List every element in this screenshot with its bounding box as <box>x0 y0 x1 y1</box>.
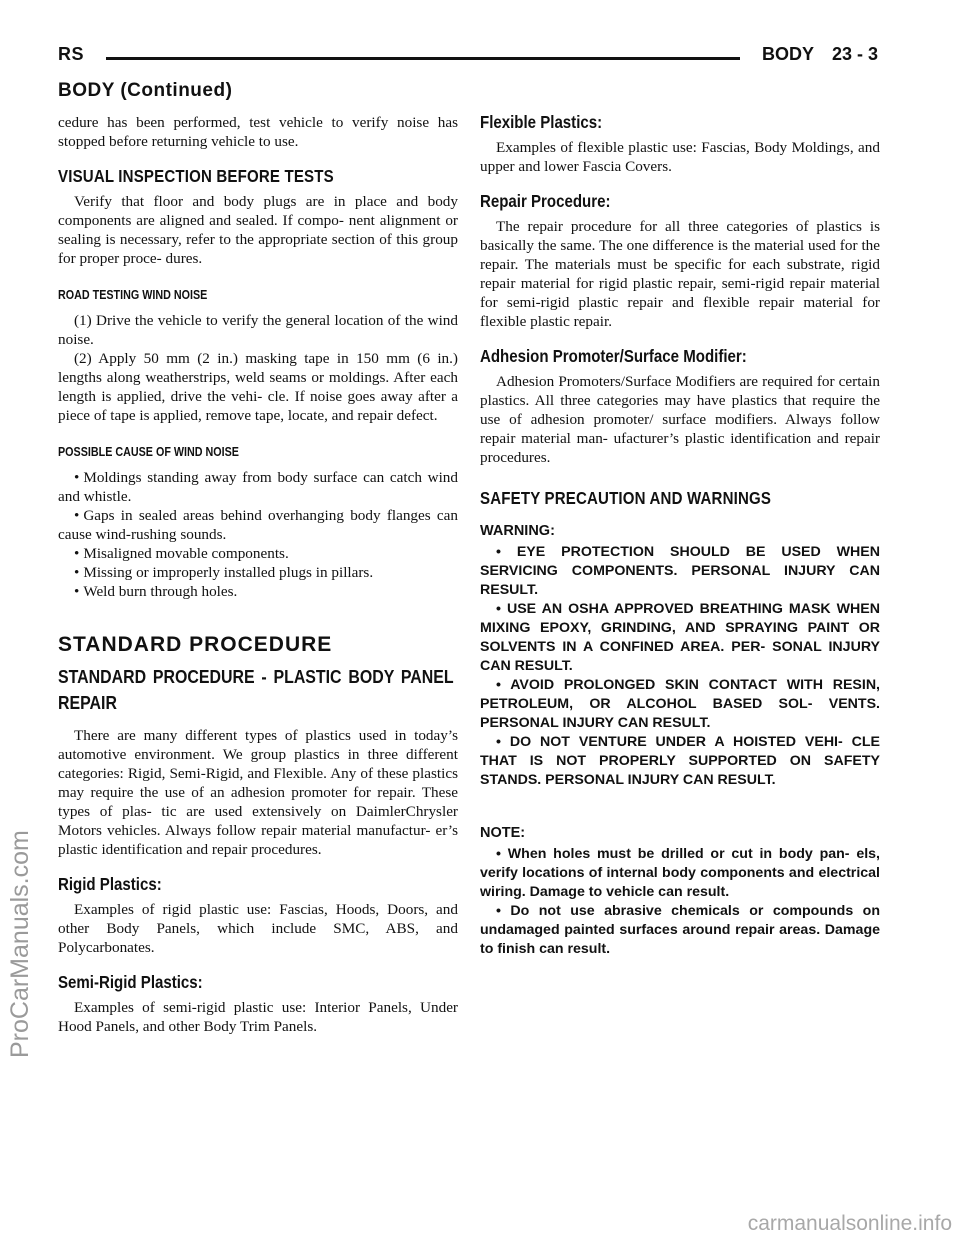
page-number: 23 - 3 <box>831 44 878 64</box>
continued-title: BODY (Continued) <box>58 80 233 101</box>
right-column <box>480 113 880 959</box>
adhesion-heading: Adhesion Promoter/Surface Modifier: <box>480 346 747 366</box>
list-item-text: Weld burn through holes. <box>83 583 238 600</box>
list-item <box>58 468 458 506</box>
repair-procedure-heading: Repair Procedure: <box>480 191 611 211</box>
list-item <box>58 544 458 563</box>
warning-item <box>480 676 880 733</box>
page-header <box>58 44 878 72</box>
note-text: When holes must be drilled or cut in body pan- els, verify locations of internal body components and electrical wiring. Damage to vehicle can result. <box>480 846 880 900</box>
warning-item <box>480 543 880 600</box>
list-item <box>58 582 458 601</box>
bullet-icon: • <box>74 564 80 581</box>
flexible-heading: Flexible Plastics: <box>480 112 603 132</box>
note-label: NOTE: <box>480 825 526 841</box>
warning-text: DO NOT VENTURE UNDER A HOISTED VEHI- CLE THAT IS NOT PROPERLY SUPPORTED ON SAFETY STANDS. PERSONAL INJURY CAN RESULT. <box>480 734 880 788</box>
possible-cause-heading: POSSIBLE CAUSE OF WIND NOISE <box>58 445 239 459</box>
bullet-icon: • <box>496 903 501 919</box>
list-item-text: Moldings standing away from body surface can catch wind and whistle. <box>58 469 458 505</box>
plastic-repair-text: There are many different types of plastics used in today’s automotive environment. We group plastics in three different categories: Rigid, Semi-Rigid, and Flexible. Any of these plastics may require the use of an adhesion promoter for repair. These types of plas- tic are used extensively on DaimlerChrysler Motors vehicles. Always follow repair material manufactur- er’s plastic identification and repair procedures. <box>58 727 458 858</box>
bullet-icon: • <box>496 734 501 750</box>
road-testing-step-2: (2) Apply 50 mm (2 in.) masking tape in 150 mm (6 in.) lengths along weatherstrips, weld seams or moldings. After each length is applied, drive the vehi- cle. If noise goes away after a piece of tape is applied, remove tape, locate, and repair defect. <box>58 350 458 424</box>
semi-rigid-text: Examples of semi-rigid plastic use: Interior Panels, Under Hood Panels, and other Body Trim Panels. <box>58 999 458 1035</box>
header-rule <box>106 57 740 60</box>
road-testing-step-1: (1) Drive the vehicle to verify the general location of the wind noise. <box>58 312 458 348</box>
warning-text: EYE PROTECTION SHOULD BE USED WHEN SERVICING COMPONENTS. PERSONAL INJURY CAN RESULT. <box>480 544 880 598</box>
footer-watermark: carmanualsonline.info <box>747 1212 952 1235</box>
standard-procedure-heading: STANDARD PROCEDURE <box>58 633 333 656</box>
bullet-icon: • <box>74 507 80 524</box>
adhesion-text: Adhesion Promoters/Surface Modifiers are required for certain plastics. All three categories may have plastics that require the use of adhesion promoter/ surface modifiers. Always follow repair material man- ufacturer’s plastic identification and repair procedures. <box>480 373 880 466</box>
semi-rigid-heading: Semi-Rigid Plastics: <box>58 972 203 992</box>
note-text: Do not use abrasive chemicals or compounds on undamaged painted surfaces around repair areas. Damage to finish can result. <box>480 903 880 957</box>
side-watermark: ProCarManuals.com <box>6 830 34 1058</box>
rigid-text: Examples of rigid plastic use: Fascias, Hoods, Doors, and other Body Panels, which include SMC, ABS, and Polycarbonates. <box>58 901 458 956</box>
flexible-text: Examples of flexible plastic use: Fascias, Body Moldings, and upper and lower Fascia Covers. <box>480 139 880 175</box>
warning-item <box>480 600 880 676</box>
visual-inspection-text: Verify that floor and body plugs are in place and body components are aligned and sealed. If compo- nent alignment or sealing is necessary, refer to the appropriate section of this group for proper proce- dures. <box>58 193 458 267</box>
note-item <box>480 902 880 959</box>
repair-procedure-text: The repair procedure for all three categories of plastics is basically the same. The one difference is the material used for the repair. The materials must be specific for each substrate, rigid repair material for rigid plastic repair, semi-rigid repair material for semi-rigid plastic repair and flexible repair material for flexible plastic repair. <box>480 218 880 330</box>
bullet-icon: • <box>496 846 501 862</box>
warning-text: AVOID PROLONGED SKIN CONTACT WITH RESIN, PETROLEUM, OR ALCOHOL BASED SOL- VENTS. PERSONAL INJURY CAN RESULT. <box>480 677 881 731</box>
list-item-text: Gaps in sealed areas behind overhanging body flanges can cause wind-rushing sounds. <box>58 507 458 543</box>
header-right <box>762 44 878 65</box>
bullet-icon: • <box>74 469 80 486</box>
bullet-icon: • <box>74 583 80 600</box>
list-item <box>58 506 458 544</box>
bullet-icon: • <box>496 544 501 560</box>
bullet-icon: • <box>496 601 501 617</box>
warning-label: WARNING: <box>480 523 555 539</box>
bullet-icon: • <box>496 677 501 693</box>
road-testing-heading: ROAD TESTING WIND NOISE <box>58 288 208 302</box>
rigid-heading: Rigid Plastics: <box>58 874 162 894</box>
list-item <box>58 563 458 582</box>
section-code: RS <box>58 44 85 64</box>
warning-item <box>480 733 880 790</box>
chapter-title: BODY <box>761 44 814 64</box>
intro-text: cedure has been performed, test vehicle to verify noise has stopped before returning vehicle to use. <box>58 114 458 150</box>
visual-inspection-heading: VISUAL INSPECTION BEFORE TESTS <box>58 166 334 186</box>
bullet-icon: • <box>74 545 80 562</box>
list-item-text: Missing or improperly installed plugs in pillars. <box>83 564 374 581</box>
left-column <box>58 113 458 1036</box>
plastic-repair-heading: STANDARD PROCEDURE - PLASTIC BODY PANEL REPAIR <box>58 666 454 713</box>
warning-text: USE AN OSHA APPROVED BREATHING MASK WHEN MIXING EPOXY, GRINDING, AND SPRAYING PAINT OR SOLVENTS IN A CONFINED AREA. PER- SONAL INJURY CAN RESULT. <box>480 601 880 674</box>
safety-heading: SAFETY PRECAUTION AND WARNINGS <box>480 488 772 508</box>
note-item <box>480 845 880 902</box>
list-item-text: Misaligned movable components. <box>83 545 289 562</box>
